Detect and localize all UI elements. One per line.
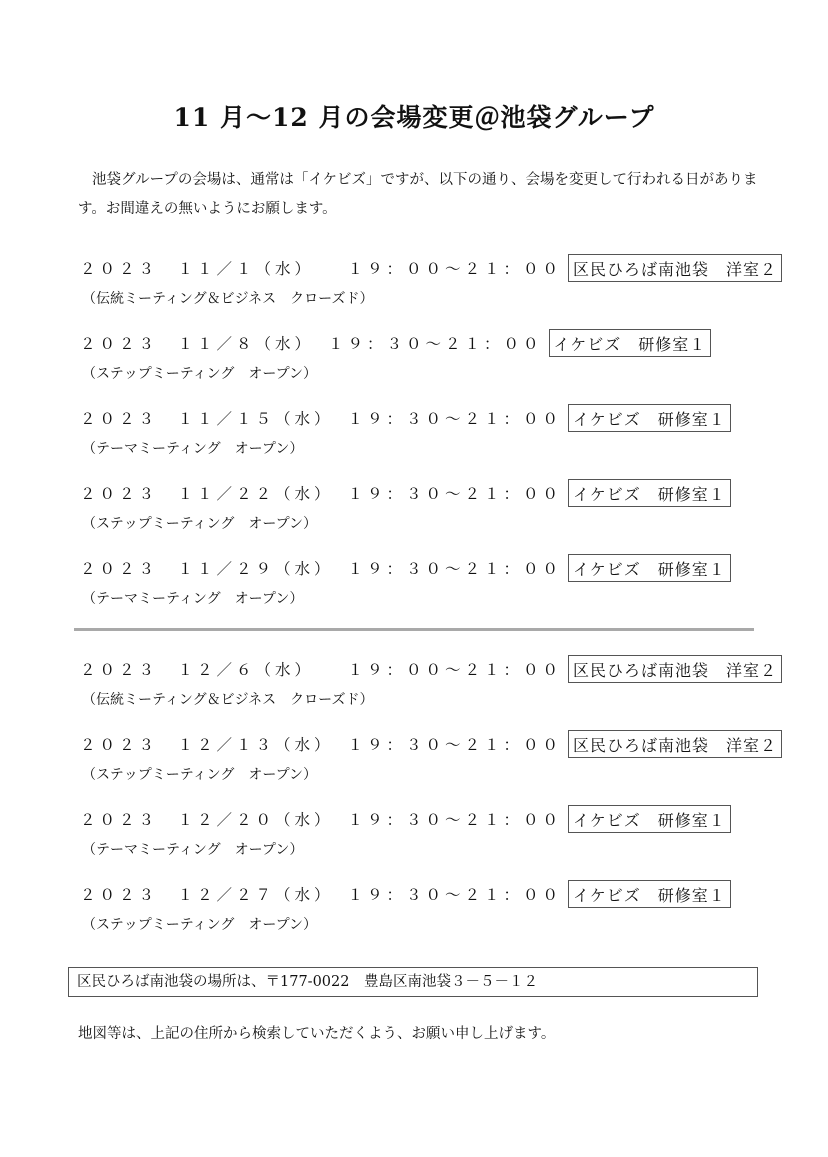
entry-time: １９：００～２１：００ (328, 260, 563, 278)
entry-time: １９：３０～２１：００ (347, 886, 563, 904)
entry-time: １９：３０～２１：００ (347, 485, 563, 503)
schedule-entry (80, 876, 760, 951)
entry-note: （伝統ミーティング＆ビジネス クローズド） (82, 291, 374, 307)
schedule-entry (80, 726, 778, 801)
entry-venue: イケビズ 研修室１ (568, 554, 731, 582)
entry-note: （テーマミーティング オープン） (82, 842, 304, 858)
schedule-entry (80, 400, 760, 475)
entry-time: １９：００～２１：００ (328, 661, 563, 679)
entry-venue: 区民ひろば南池袋 洋室２ (568, 655, 782, 683)
schedule-entry (80, 250, 778, 325)
entry-venue: イケビズ 研修室１ (568, 479, 731, 507)
entry-date: ２０２３ １２／２７（水） (80, 886, 334, 904)
entry-time: １９：３０～２１：００ (347, 811, 563, 829)
page-title: 11 月～12 月の会場変更＠池袋グループ (173, 103, 655, 132)
schedule-entry (80, 475, 760, 550)
entry-date: ２０２３ １１／８（水） (80, 335, 315, 353)
entry-time: １９：３０～２１：００ (347, 410, 563, 428)
entry-note: （伝統ミーティング＆ビジネス クローズド） (82, 692, 374, 708)
entry-note: （ステップミーティング オープン） (82, 917, 318, 933)
schedule-entry (80, 801, 760, 876)
entry-venue: イケビズ 研修室１ (549, 329, 712, 357)
entry-venue: イケビズ 研修室１ (568, 805, 731, 833)
entry-time: １９：３０～２１：００ (347, 560, 563, 578)
entry-note: （ステップミーティング オープン） (82, 767, 318, 783)
address-box: 区民ひろば南池袋の場所は、〒177-0022 豊島区南池袋３－５－１２ (68, 967, 758, 997)
entry-note: （ステップミーティング オープン） (82, 366, 318, 382)
entry-date: ２０２３ １２／６（水） (80, 661, 315, 679)
december-schedule (80, 651, 778, 951)
november-schedule (80, 250, 778, 625)
entry-time: １９：３０～２１：００ (347, 736, 563, 754)
entry-date: ２０２３ １２／２０（水） (80, 811, 334, 829)
entry-note: （テーマミーティング オープン） (82, 441, 304, 457)
entry-time: １９：３０～２１：００ (328, 335, 543, 353)
map-footnote: 地図等は、上記の住所から検索していただくよう、お願い申し上げます。 (78, 1026, 556, 1042)
schedule-entry (80, 325, 760, 400)
section-divider (74, 628, 754, 631)
entry-date: ２０２３ １２／１３（水） (80, 736, 334, 754)
entry-date: ２０２３ １１／１（水） (80, 260, 315, 278)
entry-venue: 区民ひろば南池袋 洋室２ (568, 254, 782, 282)
entry-date: ２０２３ １１／２９（水） (80, 560, 334, 578)
entry-venue: イケビズ 研修室１ (568, 880, 731, 908)
entry-date: ２０２３ １１／２２（水） (80, 485, 334, 503)
schedule-entry (80, 651, 778, 726)
entry-note: （テーマミーティング オープン） (82, 591, 304, 607)
entry-date: ２０２３ １１／１５（水） (80, 410, 334, 428)
entry-venue: 区民ひろば南池袋 洋室２ (568, 730, 782, 758)
entry-venue: イケビズ 研修室１ (568, 404, 731, 432)
entry-note: （ステップミーティング オープン） (82, 516, 318, 532)
schedule-entry (80, 550, 760, 625)
intro-paragraph: 池袋グループの会場は、通常は「イケビズ」ですが、以下の通り、会場を変更して行われる日があります。お間違えの無いようにお願します。 (78, 172, 758, 217)
